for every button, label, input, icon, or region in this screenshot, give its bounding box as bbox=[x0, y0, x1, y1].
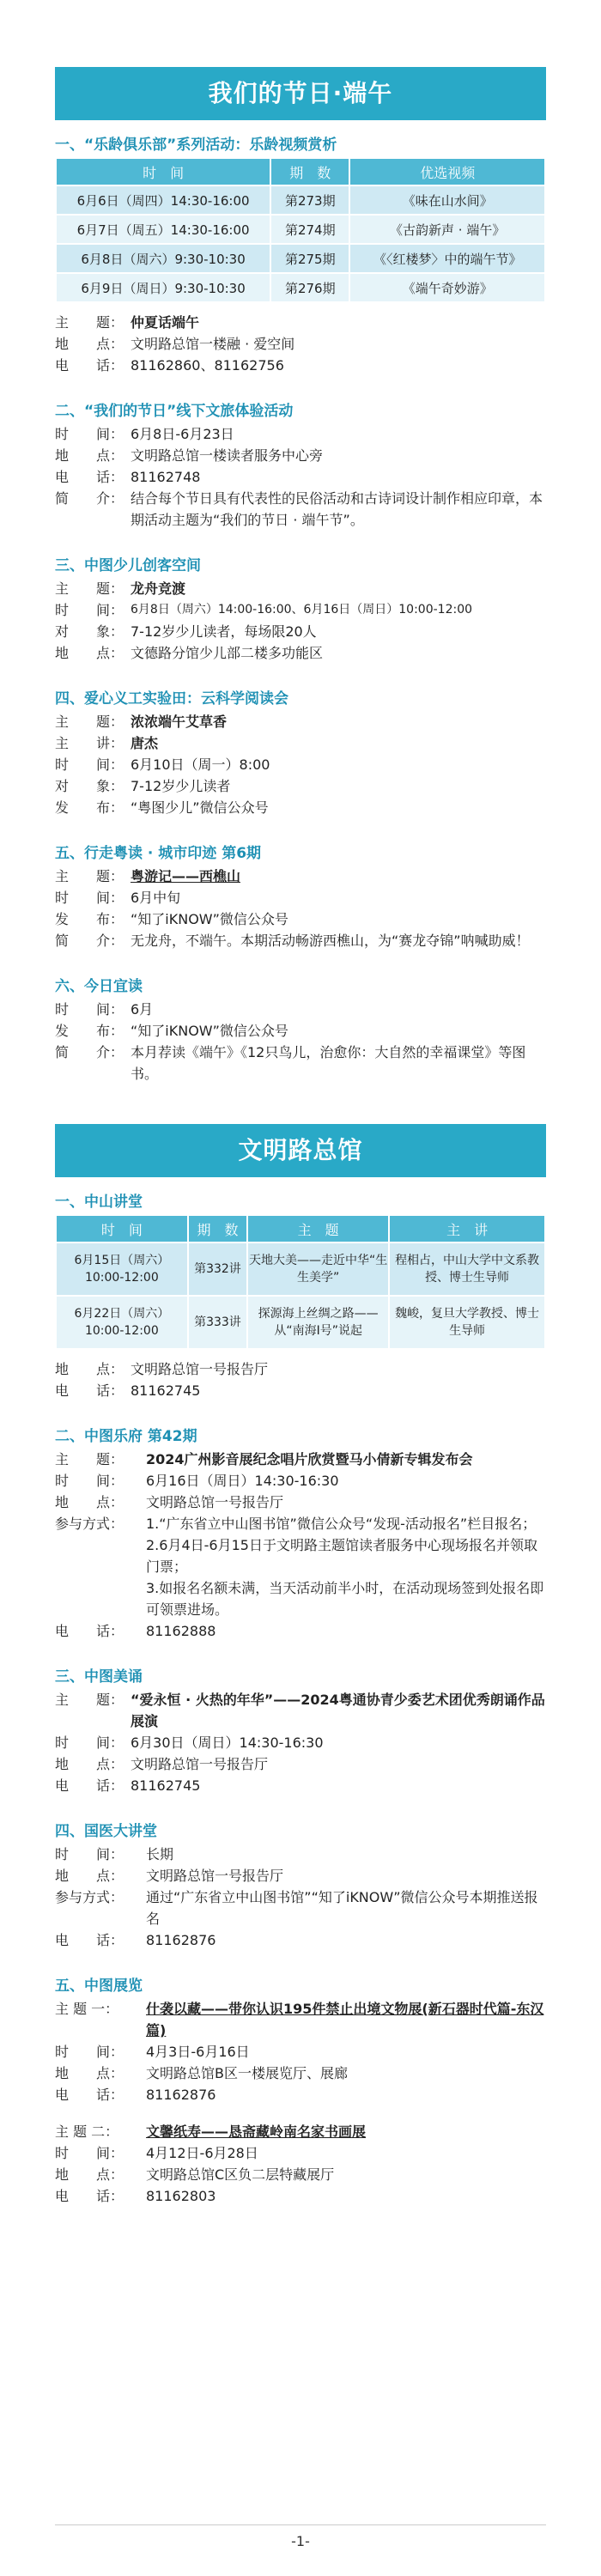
table-cell: 《古韵新声 · 端午》 bbox=[350, 216, 544, 243]
page-number: -1- bbox=[291, 2533, 310, 2549]
field-value: 龙舟竞渡 bbox=[131, 580, 186, 597]
field-label: 地 点： bbox=[55, 1868, 124, 1884]
field-label: 发 布： bbox=[55, 911, 124, 927]
table-cell: 《〈红楼梦〉中的端午节》 bbox=[350, 245, 544, 272]
field-label: 时 间： bbox=[55, 1735, 124, 1751]
field-value: 文明路总馆一号报告厅 bbox=[146, 1494, 284, 1510]
field-label: 电 话： bbox=[55, 1382, 124, 1399]
table-cell: 6月15日（周六） 10:00-12:00 bbox=[57, 1243, 187, 1295]
field-value: 4月12日-6月28日 bbox=[146, 2145, 258, 2161]
field-label: 发 布： bbox=[55, 1023, 124, 1039]
field-label: 简 介： bbox=[55, 933, 124, 949]
field-label: 时 间： bbox=[55, 426, 124, 442]
table-header: 主 题 bbox=[248, 1216, 388, 1242]
participation-list bbox=[146, 1513, 546, 1620]
table-cell: 6月9日（周日）9:30-10:30 bbox=[57, 274, 270, 301]
table-header: 期 数 bbox=[189, 1216, 246, 1242]
field-label: 地 点： bbox=[55, 1756, 124, 1772]
field-value: 无龙舟，不端午。本期活动畅游西樵山，为“赛龙夺锦”呐喊助威！ bbox=[131, 933, 530, 949]
field-label: 电 话： bbox=[55, 1623, 124, 1639]
field-label: 电 话： bbox=[55, 1777, 124, 1794]
field-value: 81162876 bbox=[146, 1932, 216, 1948]
field-value: 81162876 bbox=[146, 2087, 216, 2103]
field-label: 时 间： bbox=[55, 2145, 124, 2161]
field-label: 时 间： bbox=[55, 1001, 124, 1018]
field-value: 6月中旬 bbox=[131, 890, 181, 906]
field-value: 唐杰 bbox=[131, 735, 159, 751]
field-label: 地 点： bbox=[55, 1494, 124, 1510]
table-cell: 6月7日（周五）14:30-16:00 bbox=[57, 216, 270, 243]
field-value: 文明路总馆一号报告厅 bbox=[146, 1868, 284, 1884]
sub-title: 一、“乐龄俱乐部”系列活动：乐龄视频赏析 bbox=[55, 137, 337, 154]
field-label: 主 题 一： bbox=[55, 2001, 119, 2017]
field-label: 发 布： bbox=[55, 799, 124, 816]
field-value: 6月 bbox=[131, 1001, 154, 1018]
field-value: 81162888 bbox=[146, 1623, 216, 1639]
field-value: 文明路总馆一号报告厅 bbox=[131, 1361, 269, 1377]
field-value: “粤图少儿”微信公众号 bbox=[131, 799, 269, 816]
field-value: 81162748 bbox=[131, 469, 201, 485]
field-value: 7-12岁少儿读者，每场限20人 bbox=[131, 623, 317, 640]
field-label: 电 话： bbox=[55, 357, 124, 374]
field-value: 81162745 bbox=[131, 1382, 201, 1399]
table-cell: 第275期 bbox=[271, 245, 349, 272]
table-cell: 程相占，中山大学中文系教授、博士生导师 bbox=[390, 1243, 544, 1295]
field-value: 浓浓端午艾草香 bbox=[131, 714, 228, 730]
field-label: 时 间： bbox=[55, 2044, 124, 2060]
main-library-section bbox=[55, 1189, 546, 2207]
field-label: 参与方式： bbox=[55, 1516, 124, 1532]
field-label: 地 点： bbox=[55, 645, 124, 661]
field-value: 6月10日（周一）8:00 bbox=[131, 756, 270, 773]
festival-section bbox=[55, 132, 546, 1084]
field-label: 对 象： bbox=[55, 623, 124, 640]
section-banner-festival: 我们的节日·端午 bbox=[55, 67, 546, 120]
table-cell: 6月22日（周六） 10:00-12:00 bbox=[57, 1297, 187, 1348]
table-cell: 《端午奇妙游》 bbox=[350, 274, 544, 301]
field-value: 粤游记——西樵山 bbox=[131, 868, 241, 884]
field-label: 时 间： bbox=[55, 1473, 124, 1489]
sub-title: 二、“我们的节日”线下文旅体验活动 bbox=[55, 403, 294, 420]
sub-title: 四、爱心义工实验田：云科学阅读会 bbox=[55, 690, 288, 708]
table-row bbox=[57, 216, 544, 243]
field-value: 2024广州影音展纪念唱片欣赏暨马小倩新专辑发布会 bbox=[146, 1451, 473, 1467]
field-label: 主 题： bbox=[55, 1451, 124, 1467]
sub-title: 五、行走粤读 · 城市印迹 第6期 bbox=[55, 845, 262, 862]
field-label: 地 点： bbox=[55, 2065, 124, 2081]
footer-divider bbox=[55, 2524, 546, 2525]
sub-title: 六、今日宜读 bbox=[55, 978, 143, 995]
participation-item: 2.6月4日-6月15日于文明路主题馆读者服务中心现场报名并领取门票； bbox=[146, 1537, 537, 1575]
field-value: 仲夏话端午 bbox=[131, 314, 200, 331]
table-header: 期 数 bbox=[271, 159, 349, 185]
participation-item: 1.“广东省立中山图书馆”微信公众号“发现-活动报名”栏目报名； bbox=[146, 1516, 537, 1532]
field-label: 地 点： bbox=[55, 2166, 124, 2183]
field-label: 主 题： bbox=[55, 714, 124, 730]
field-label: 电 话： bbox=[55, 469, 124, 485]
field-label: 主 题： bbox=[55, 1692, 124, 1708]
field-value: 什袭以藏——带你认识195件禁止出境文物展(新石器时代篇-东汉篇) bbox=[146, 2001, 544, 2038]
field-label: 时 间： bbox=[55, 756, 124, 773]
table-header: 时 间 bbox=[57, 1216, 187, 1242]
field-label: 主 题： bbox=[55, 314, 124, 331]
field-label: 地 点： bbox=[55, 336, 124, 352]
field-label: 电 话： bbox=[55, 1932, 124, 1948]
table-cell: 第273期 bbox=[271, 186, 349, 214]
field-label: 简 介： bbox=[55, 1044, 124, 1060]
sub-title: 二、中图乐府 第42期 bbox=[55, 1428, 197, 1445]
field-value: 7-12岁少儿读者 bbox=[131, 778, 231, 794]
table-cell: 第332讲 bbox=[189, 1243, 246, 1295]
table-cell: 《味在山水间》 bbox=[350, 186, 544, 214]
table-cell: 第333讲 bbox=[189, 1297, 246, 1348]
table-cell: 6月8日（周六）9:30-10:30 bbox=[57, 245, 270, 272]
field-value: 文明路总馆一楼读者服务中心旁 bbox=[131, 447, 324, 464]
table-header: 优选视频 bbox=[350, 159, 544, 185]
table-row bbox=[57, 274, 544, 301]
field-value: 文馨纸寿——恳斋藏岭南名家书画展 bbox=[146, 2123, 367, 2140]
field-label: 简 介： bbox=[55, 490, 124, 507]
table-row bbox=[57, 245, 544, 272]
field-value: 通过“广东省立中山图书馆”“知了iKNOW”微信公众号本期推送报名 bbox=[146, 1889, 538, 1927]
sub-title: 四、国医大讲堂 bbox=[55, 1823, 157, 1840]
table-row bbox=[57, 1297, 544, 1348]
field-value: 文德路分馆少儿部二楼多功能区 bbox=[131, 645, 324, 661]
field-value: 81162803 bbox=[146, 2188, 216, 2204]
field-value: “知了iKNOW”微信公众号 bbox=[131, 911, 288, 927]
field-label: 地 点： bbox=[55, 1361, 124, 1377]
field-value: 文明路总馆C区负二层特藏展厅 bbox=[146, 2166, 335, 2183]
field-label: 电 话： bbox=[55, 2087, 124, 2103]
field-value: 文明路总馆B区一楼展览厅、展廊 bbox=[146, 2065, 348, 2081]
sub-title: 五、中图展览 bbox=[55, 1978, 143, 1995]
field-value: 6月16日（周日）14:30-16:30 bbox=[146, 1473, 339, 1489]
field-label: 对 象： bbox=[55, 778, 124, 794]
table-cell: 第276期 bbox=[271, 274, 349, 301]
field-label: 时 间： bbox=[55, 602, 124, 618]
field-label: 电 话： bbox=[55, 2188, 124, 2204]
video-schedule-table bbox=[55, 157, 546, 303]
field-value: 长期 bbox=[146, 1846, 174, 1862]
field-label: 时 间： bbox=[55, 1846, 124, 1862]
field-value: 本月荐读《端午》《12只鸟儿，治愈你：大自然的幸福课堂》等图书。 bbox=[131, 1044, 526, 1082]
sub-title: 三、中图少儿创客空间 bbox=[55, 557, 201, 574]
table-cell: 6月6日（周四）14:30-16:00 bbox=[57, 186, 270, 214]
field-label: 地 点： bbox=[55, 447, 124, 464]
field-label: 主 题 二： bbox=[55, 2123, 119, 2140]
field-value: 结合每个节日具有代表性的民俗活动和古诗词设计制作相应印章，本期活动主题为“我们的节日 · 端午节”。 bbox=[131, 490, 543, 528]
lecture-schedule-table bbox=[55, 1214, 546, 1350]
table-cell: 探源海上丝绸之路——从“南海Ⅰ号”说起 bbox=[248, 1297, 388, 1348]
table-header: 时 间 bbox=[57, 159, 270, 185]
table-row bbox=[57, 1243, 544, 1295]
field-label: 主 题： bbox=[55, 868, 124, 884]
field-value: 81162860、81162756 bbox=[131, 357, 284, 374]
field-label: 主 题： bbox=[55, 580, 124, 597]
field-value: “爱永恒 · 火热的年华”——2024粤通协青少委艺术团优秀朗诵作品展演 bbox=[131, 1692, 545, 1729]
field-value: 文明路总馆一楼融 · 爱空间 bbox=[131, 336, 295, 352]
field-value: 81162745 bbox=[131, 1777, 201, 1794]
field-value: 6月30日（周日）14:30-16:30 bbox=[131, 1735, 324, 1751]
table-cell: 魏峻，复旦大学教授、博士生导师 bbox=[390, 1297, 544, 1348]
field-value: 文明路总馆一号报告厅 bbox=[131, 1756, 269, 1772]
field-label: 时 间： bbox=[55, 890, 124, 906]
field-value: “知了iKNOW”微信公众号 bbox=[131, 1023, 288, 1039]
field-value: 4月3日-6月16日 bbox=[146, 2044, 250, 2060]
table-header: 主 讲 bbox=[390, 1216, 544, 1242]
table-cell: 天地大美——走近中华“生生美学” bbox=[248, 1243, 388, 1295]
table-cell: 第274期 bbox=[271, 216, 349, 243]
field-value: 6月8日（周六）14:00-16:00、6月16日（周日）10:00-12:00 bbox=[131, 603, 473, 617]
participation-item: 3.如报名名额未满，当天活动前半小时，在活动现场签到处报名即可领票进场。 bbox=[146, 1580, 544, 1618]
sub-title: 三、中图美诵 bbox=[55, 1668, 143, 1686]
field-label: 主 讲： bbox=[55, 735, 124, 751]
field-label: 参与方式： bbox=[55, 1889, 124, 1905]
field-value: 6月8日-6月23日 bbox=[131, 426, 234, 442]
table-row bbox=[57, 186, 544, 214]
section-banner-main-library: 文明路总馆 bbox=[55, 1124, 546, 1177]
sub-title: 一、中山讲堂 bbox=[55, 1194, 143, 1211]
